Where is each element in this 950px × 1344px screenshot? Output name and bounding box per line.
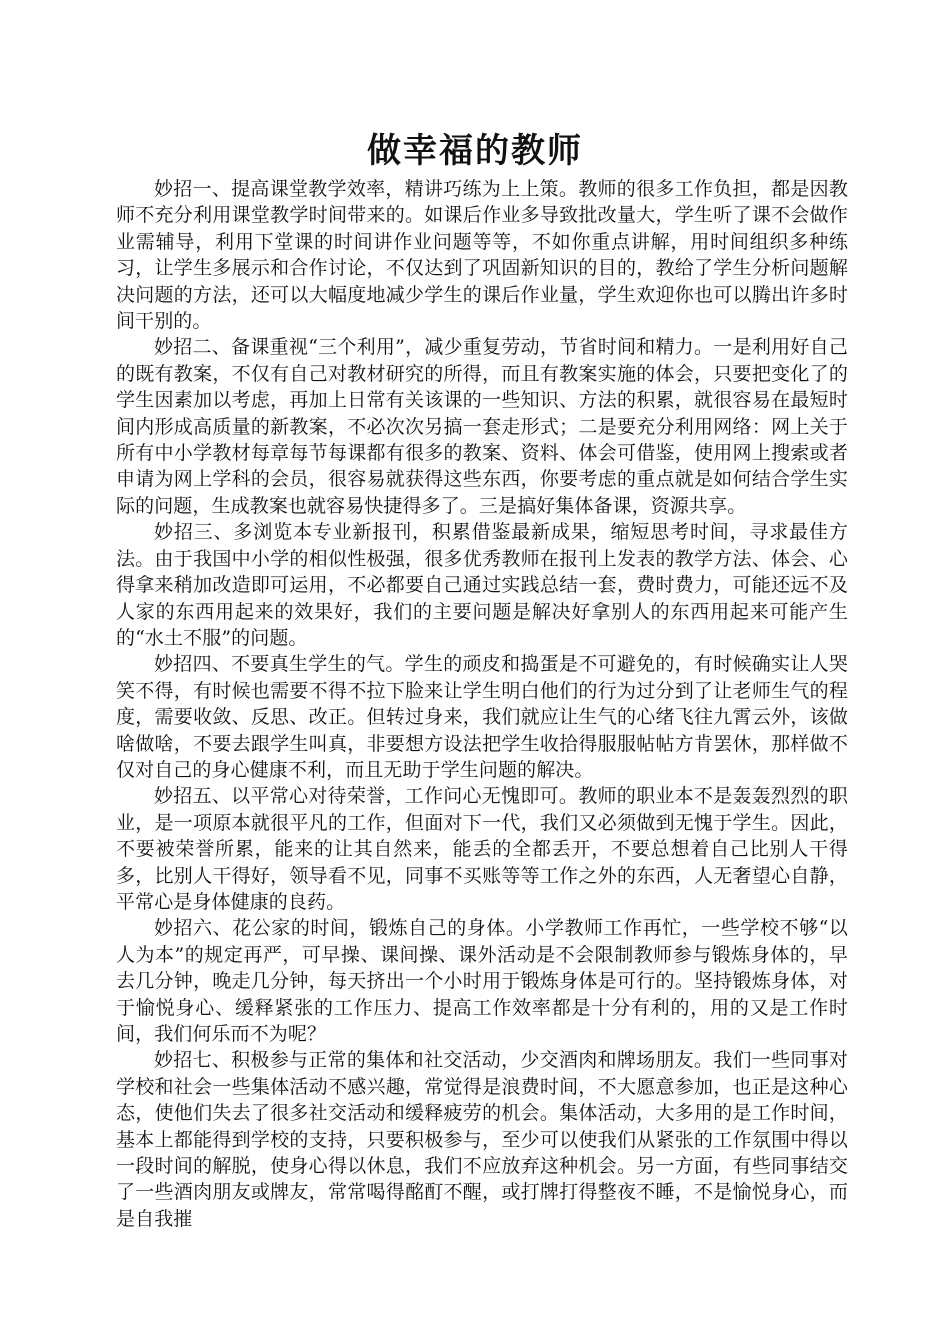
paragraph-6: 妙招六、花公家的时间，锻炼自己的身体。小学教师工作再忙，一些学校不够“以人为本”的规定再严，可早操、课间操、课外活动是不会限制教师参与锻炼身体的，早去几分钟，晚走几分钟，每天挤出一个小时用于锻炼身体是可行的。坚持锻炼身体，对于愉悦身心、缓释紧张的工作压力、提高工作效率都是十分有利的，用的又是工作时间，我们何乐而不为呢？ — [116, 917, 848, 1045]
paragraph-1: 妙招一、提高课堂教学效率，精讲巧练为上上策。教师的很多工作负担，都是因教师不充分利用课堂教学时间带来的。如课后作业多导致批改量大，学生听了课不会做作业需辅导，利用下堂课的时间讲作业问题等等，不如你重点讲解，用时间组织多种练习，让学生多展示和合作讨论，不仅达到了巩固新知识的目的，教给了学生分析问题解决问题的方法，还可以大幅度地减少学生的课后作业量，学生欢迎你也可以腾出许多时间干别的。 — [116, 178, 848, 333]
paragraph-5: 妙招五、以平常心对待荣誉，工作问心无愧即可。教师的职业本不是轰轰烈烈的职业，是一项原本就很平凡的工作，但面对下一代，我们又必须做到无愧于学生。因此，不要被荣誉所累，能来的让其自然来，能丢的全都丢开，不要总想着自己比别人干得多，比别人干得好，领导看不见，同事不买账等等工作之外的东西，人无奢望心自静，平常心是身体健康的良药。 — [116, 785, 848, 913]
paragraph-7: 妙招七、积极参与正常的集体和社交活动，少交酒肉和牌场朋友。我们一些同事对学校和社会一些集体活动不感兴趣，常觉得是浪费时间，不大愿意参加，也正是这种心态，使他们失去了很多社交活动和缓释疲劳的机会。集体活动，大多用的是工作时间，基本上都能得到学校的支持，只要积极参与，至少可以使我们从紧张的工作氛围中得以一段时间的解脱，使身心得以休息，我们不应放弃这种机会。另一方面，有些同事结交了一些酒肉朋友或牌友，常常喝得酩酊不醒，或打牌打得整夜不睡，不是愉悦身心，而是自我摧 — [116, 1049, 848, 1230]
paragraph-3: 妙招三、多浏览本专业新报刊，积累借鉴最新成果，缩短思考时间，寻求最佳方法。由于我国中小学的相似性极强，很多优秀教师在报刊上发表的教学方法、体会、心得拿来稍加改造即可运用，不必都要自己通过实践总结一套，费时费力，可能还远不及人家的东西用起来的效果好，我们的主要问题是解决好拿别人的东西用起来可能产生的“水土不服”的问题。 — [116, 521, 848, 649]
document-body — [116, 176, 848, 1232]
paragraph-4: 妙招四、不要真生学生的气。学生的顽皮和捣蛋是不可避免的，有时候确实让人哭笑不得，有时候也需要不得不拉下脸来让学生明白他们的行为过分到了让老师生气的程度，需要收敛、反思、改正。但转过身来，我们就应让生气的心绪飞往九霄云外，该做啥做啥，不要去跟学生叫真，非要想方设法把学生收拾得服服帖帖方肯罢休，那样做不仅对自己的身心健康不利，而且无助于学生问题的解决。 — [116, 653, 848, 781]
document-title: 做幸福的教师 — [367, 131, 583, 171]
paragraph-2: 妙招二、备课重视“三个利用”，减少重复劳动，节省时间和精力。一是利用好自己的既有教案，不仅有自己对教材研究的所得，而且有教案实施的体会，只要把变化了的学生因素加以考虑，再加上日常有关该课的一些知识、方法的积累，就很容易在最短时间内形成高质量的新教案，不必次次另搞一套走形式；二是要充分利用网络：网上关于所有中小学教材每章每节每课都有很多的教案、资料、体会可借鉴，使用网上搜索或者申请为网上学科的会员，很容易就获得这些东西，你要考虑的重点就是如何结合学生实际的问题，生成教案也就容易快捷得多了。三是搞好集体备课，资源共享。 — [116, 336, 848, 517]
